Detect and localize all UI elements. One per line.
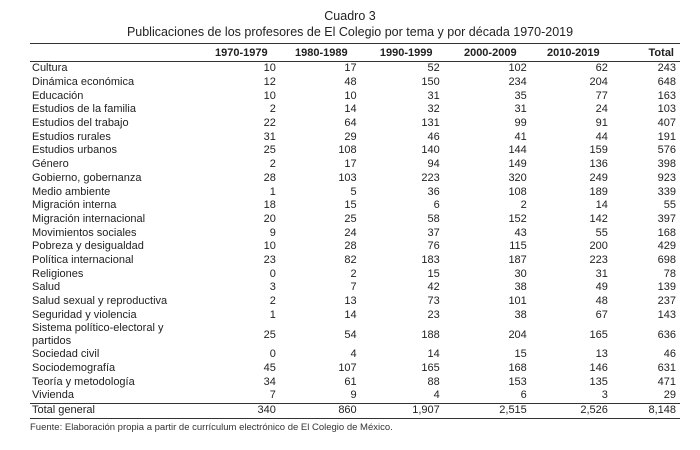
row-value: 44 bbox=[595, 130, 608, 143]
row-value: 15 bbox=[427, 267, 440, 280]
row-value: 9 bbox=[269, 226, 276, 239]
row-value: 2 bbox=[269, 295, 276, 308]
table-row bbox=[30, 76, 680, 90]
table-row bbox=[30, 375, 680, 389]
row-value: 648 bbox=[657, 76, 676, 89]
row-value: 10 bbox=[263, 89, 276, 102]
header-decade-4: 2000-2009 bbox=[450, 44, 531, 62]
row-value: 237 bbox=[657, 295, 676, 308]
row-value: 20 bbox=[263, 212, 276, 225]
row-value: 101 bbox=[508, 295, 527, 308]
row-value: 188 bbox=[421, 328, 440, 341]
header-decade-3: 1990-1999 bbox=[363, 44, 450, 62]
row-value: 4 bbox=[350, 348, 357, 361]
row-value: 31 bbox=[514, 103, 527, 116]
table-number: Cuadro 3 bbox=[324, 9, 376, 23]
row-value: 13 bbox=[344, 295, 357, 308]
row-value: 636 bbox=[657, 328, 676, 341]
header-decade-1: 1970-1979 bbox=[203, 44, 280, 62]
total-value: 860 bbox=[280, 403, 363, 418]
row-value: 28 bbox=[344, 240, 357, 253]
row-value: 76 bbox=[427, 240, 440, 253]
table-row bbox=[30, 117, 680, 131]
total-value: 2,526 bbox=[531, 403, 616, 418]
row-value: 1 bbox=[269, 185, 276, 198]
row-value: 55 bbox=[595, 226, 608, 239]
row-value: 64 bbox=[344, 117, 357, 130]
row-value: 0 bbox=[269, 348, 276, 361]
row-value: 91 bbox=[595, 117, 608, 130]
table-body bbox=[30, 62, 680, 419]
row-value: 41 bbox=[514, 130, 527, 143]
row-value: 187 bbox=[508, 253, 527, 266]
row-value: 142 bbox=[589, 212, 608, 225]
header-decade-2: 1980-1989 bbox=[280, 44, 363, 62]
table-row bbox=[30, 89, 680, 103]
table-row bbox=[30, 158, 680, 172]
row-value: 165 bbox=[421, 362, 440, 375]
row-topic: Movimientos sociales bbox=[32, 226, 137, 239]
row-topic: Dinámica económica bbox=[32, 76, 135, 89]
table-row bbox=[30, 172, 680, 186]
row-value: 31 bbox=[427, 89, 440, 102]
row-value: 36 bbox=[427, 185, 440, 198]
row-value: 149 bbox=[508, 158, 527, 171]
row-value: 28 bbox=[263, 171, 276, 184]
row-topic: Sociedad civil bbox=[32, 348, 100, 361]
row-value: 7 bbox=[350, 281, 357, 294]
row-value: 58 bbox=[427, 212, 440, 225]
row-value: 37 bbox=[427, 226, 440, 239]
table-row bbox=[30, 144, 680, 158]
row-value: 25 bbox=[344, 212, 357, 225]
row-value: 99 bbox=[514, 117, 527, 130]
row-value: 9 bbox=[350, 389, 357, 402]
row-value: 61 bbox=[344, 375, 357, 388]
row-value: 54 bbox=[344, 328, 357, 341]
row-value: 13 bbox=[595, 348, 608, 361]
row-value: 38 bbox=[514, 281, 527, 294]
row-value: 102 bbox=[508, 62, 527, 75]
row-value: 14 bbox=[595, 199, 608, 212]
row-value: 135 bbox=[589, 375, 608, 388]
total-value: 340 bbox=[203, 403, 280, 418]
row-topic: Sociodemografía bbox=[32, 362, 116, 375]
row-value: 25 bbox=[263, 144, 276, 157]
row-value: 108 bbox=[338, 144, 357, 157]
row-value: 31 bbox=[263, 130, 276, 143]
row-value: 243 bbox=[657, 62, 676, 75]
row-value: 22 bbox=[263, 117, 276, 130]
row-value: 14 bbox=[344, 308, 357, 321]
row-value: 2 bbox=[350, 267, 357, 280]
row-topic: Estudios de la familia bbox=[32, 103, 136, 116]
row-value: 397 bbox=[657, 212, 676, 225]
row-value: 25 bbox=[263, 328, 276, 341]
table-row bbox=[30, 295, 680, 309]
row-topic: Estudios rurales bbox=[32, 130, 111, 143]
row-value: 14 bbox=[344, 103, 357, 116]
table-row bbox=[30, 308, 680, 322]
row-value: 3 bbox=[601, 389, 608, 402]
publications-table bbox=[30, 43, 680, 419]
row-value: 42 bbox=[427, 281, 440, 294]
row-value: 471 bbox=[657, 375, 676, 388]
row-value: 14 bbox=[427, 348, 440, 361]
row-value: 77 bbox=[595, 89, 608, 102]
row-value: 223 bbox=[589, 253, 608, 266]
row-topic: Salud sexual y reproductiva bbox=[32, 295, 168, 308]
row-topic: Medio ambiente bbox=[32, 185, 111, 198]
row-value: 429 bbox=[657, 240, 676, 253]
row-value: 34 bbox=[263, 375, 276, 388]
row-value: 103 bbox=[657, 103, 676, 116]
row-value: 49 bbox=[595, 281, 608, 294]
row-value: 45 bbox=[263, 362, 276, 375]
row-value: 7 bbox=[269, 389, 276, 402]
row-value: 165 bbox=[589, 328, 608, 341]
source-note: Fuente: Elaboración propia a partir de currículum electrónico de El Colegio de México. bbox=[30, 422, 393, 433]
row-value: 163 bbox=[657, 89, 676, 102]
row-value: 94 bbox=[427, 158, 440, 171]
row-value: 46 bbox=[663, 348, 676, 361]
row-value: 131 bbox=[421, 117, 440, 130]
total-value: 1,907 bbox=[363, 403, 450, 418]
row-value: 923 bbox=[657, 171, 676, 184]
row-topic: Cultura bbox=[32, 62, 68, 75]
row-value: 320 bbox=[508, 171, 527, 184]
row-value: 6 bbox=[433, 199, 440, 212]
row-value: 12 bbox=[263, 76, 276, 89]
row-value: 3 bbox=[269, 281, 276, 294]
row-value: 140 bbox=[421, 144, 440, 157]
table-row bbox=[30, 281, 680, 295]
row-value: 10 bbox=[263, 240, 276, 253]
table-row bbox=[30, 322, 680, 348]
row-value: 67 bbox=[595, 308, 608, 321]
row-value: 82 bbox=[344, 253, 357, 266]
row-value: 88 bbox=[427, 375, 440, 388]
table-header-row bbox=[30, 44, 680, 62]
table-row bbox=[30, 213, 680, 227]
row-value: 31 bbox=[595, 267, 608, 280]
row-topic: Migración internacional bbox=[32, 212, 146, 225]
header-topic bbox=[30, 44, 203, 62]
row-value: 398 bbox=[657, 158, 676, 171]
row-topic: Sistema político-electoral y partidos bbox=[32, 322, 164, 348]
row-value: 108 bbox=[508, 185, 527, 198]
row-value: 150 bbox=[421, 76, 440, 89]
table-row bbox=[30, 226, 680, 240]
row-value: 23 bbox=[427, 308, 440, 321]
table-row bbox=[30, 130, 680, 144]
row-value: 10 bbox=[263, 62, 276, 75]
row-value: 24 bbox=[344, 226, 357, 239]
row-value: 18 bbox=[263, 199, 276, 212]
row-topic: Religiones bbox=[32, 267, 84, 280]
row-value: 10 bbox=[344, 89, 357, 102]
header-total: Total bbox=[616, 44, 680, 62]
row-topic: Estudios urbanos bbox=[32, 144, 117, 157]
row-value: 191 bbox=[657, 130, 676, 143]
row-topic: Teoría y metodología bbox=[32, 375, 135, 388]
row-value: 204 bbox=[508, 328, 527, 341]
row-value: 2 bbox=[269, 158, 276, 171]
row-value: 339 bbox=[657, 185, 676, 198]
row-value: 576 bbox=[657, 144, 676, 157]
row-value: 234 bbox=[508, 76, 527, 89]
row-value: 189 bbox=[589, 185, 608, 198]
table-row bbox=[30, 389, 680, 403]
row-value: 32 bbox=[427, 103, 440, 116]
table-row bbox=[30, 62, 680, 76]
row-value: 1 bbox=[269, 308, 276, 321]
row-value: 698 bbox=[657, 253, 676, 266]
row-value: 46 bbox=[427, 130, 440, 143]
row-value: 168 bbox=[657, 226, 676, 239]
total-row bbox=[30, 403, 680, 418]
row-value: 35 bbox=[514, 89, 527, 102]
row-value: 139 bbox=[657, 281, 676, 294]
row-value: 15 bbox=[514, 348, 527, 361]
table-row bbox=[30, 267, 680, 281]
table-row bbox=[30, 199, 680, 213]
row-topic: Política internacional bbox=[32, 253, 134, 266]
row-value: 159 bbox=[589, 144, 608, 157]
row-value: 223 bbox=[421, 171, 440, 184]
row-value: 43 bbox=[514, 226, 527, 239]
row-value: 2 bbox=[520, 199, 527, 212]
row-value: 55 bbox=[663, 199, 676, 212]
row-value: 78 bbox=[663, 267, 676, 280]
row-topic: Migración interna bbox=[32, 199, 117, 212]
row-value: 200 bbox=[589, 240, 608, 253]
row-topic: Género bbox=[32, 158, 69, 171]
row-value: 407 bbox=[657, 117, 676, 130]
row-value: 168 bbox=[508, 362, 527, 375]
row-value: 2 bbox=[269, 103, 276, 116]
row-value: 204 bbox=[589, 76, 608, 89]
row-topic: Gobierno, gobernanza bbox=[32, 171, 142, 184]
row-value: 136 bbox=[589, 158, 608, 171]
row-value: 153 bbox=[508, 375, 527, 388]
row-value: 62 bbox=[595, 62, 608, 75]
row-value: 24 bbox=[595, 103, 608, 116]
row-value: 152 bbox=[508, 212, 527, 225]
table-row bbox=[30, 254, 680, 268]
row-value: 249 bbox=[589, 171, 608, 184]
total-label: Total general bbox=[30, 403, 203, 418]
row-value: 48 bbox=[344, 76, 357, 89]
row-topic: Educación bbox=[32, 89, 84, 102]
row-value: 631 bbox=[657, 362, 676, 375]
table-row bbox=[30, 240, 680, 254]
row-topic: Pobreza y desigualdad bbox=[32, 240, 144, 253]
row-topic: Seguridad y violencia bbox=[32, 308, 137, 321]
row-value: 146 bbox=[589, 362, 608, 375]
header-decade-5: 2010-2019 bbox=[531, 44, 616, 62]
row-value: 52 bbox=[427, 62, 440, 75]
table-row bbox=[30, 348, 680, 362]
row-topic: Salud bbox=[32, 281, 61, 294]
row-value: 17 bbox=[344, 158, 357, 171]
row-value: 107 bbox=[338, 362, 357, 375]
row-value: 0 bbox=[269, 267, 276, 280]
row-value: 15 bbox=[344, 199, 357, 212]
row-value: 30 bbox=[514, 267, 527, 280]
table-title: Publicaciones de los profesores de El Colegio por tema y por década 1970-2019 bbox=[126, 25, 574, 39]
row-value: 143 bbox=[657, 308, 676, 321]
table-row bbox=[30, 362, 680, 376]
row-value: 6 bbox=[520, 389, 527, 402]
row-value: 183 bbox=[421, 253, 440, 266]
row-value: 38 bbox=[514, 308, 527, 321]
row-value: 23 bbox=[263, 253, 276, 266]
row-value: 115 bbox=[509, 240, 527, 253]
row-value: 5 bbox=[350, 185, 357, 198]
row-value: 4 bbox=[433, 389, 440, 402]
row-value: 103 bbox=[338, 171, 357, 184]
table-row bbox=[30, 103, 680, 117]
total-value: 8,148 bbox=[616, 403, 680, 418]
row-value: 73 bbox=[427, 295, 440, 308]
row-topic: Estudios del trabajo bbox=[32, 117, 129, 130]
row-value: 17 bbox=[344, 62, 357, 75]
row-topic: Vivienda bbox=[32, 389, 74, 402]
row-value: 144 bbox=[508, 144, 527, 157]
total-value: 2,515 bbox=[450, 403, 531, 418]
row-value: 48 bbox=[595, 295, 608, 308]
table-row bbox=[30, 185, 680, 199]
row-value: 29 bbox=[344, 130, 357, 143]
row-value: 29 bbox=[663, 389, 676, 402]
